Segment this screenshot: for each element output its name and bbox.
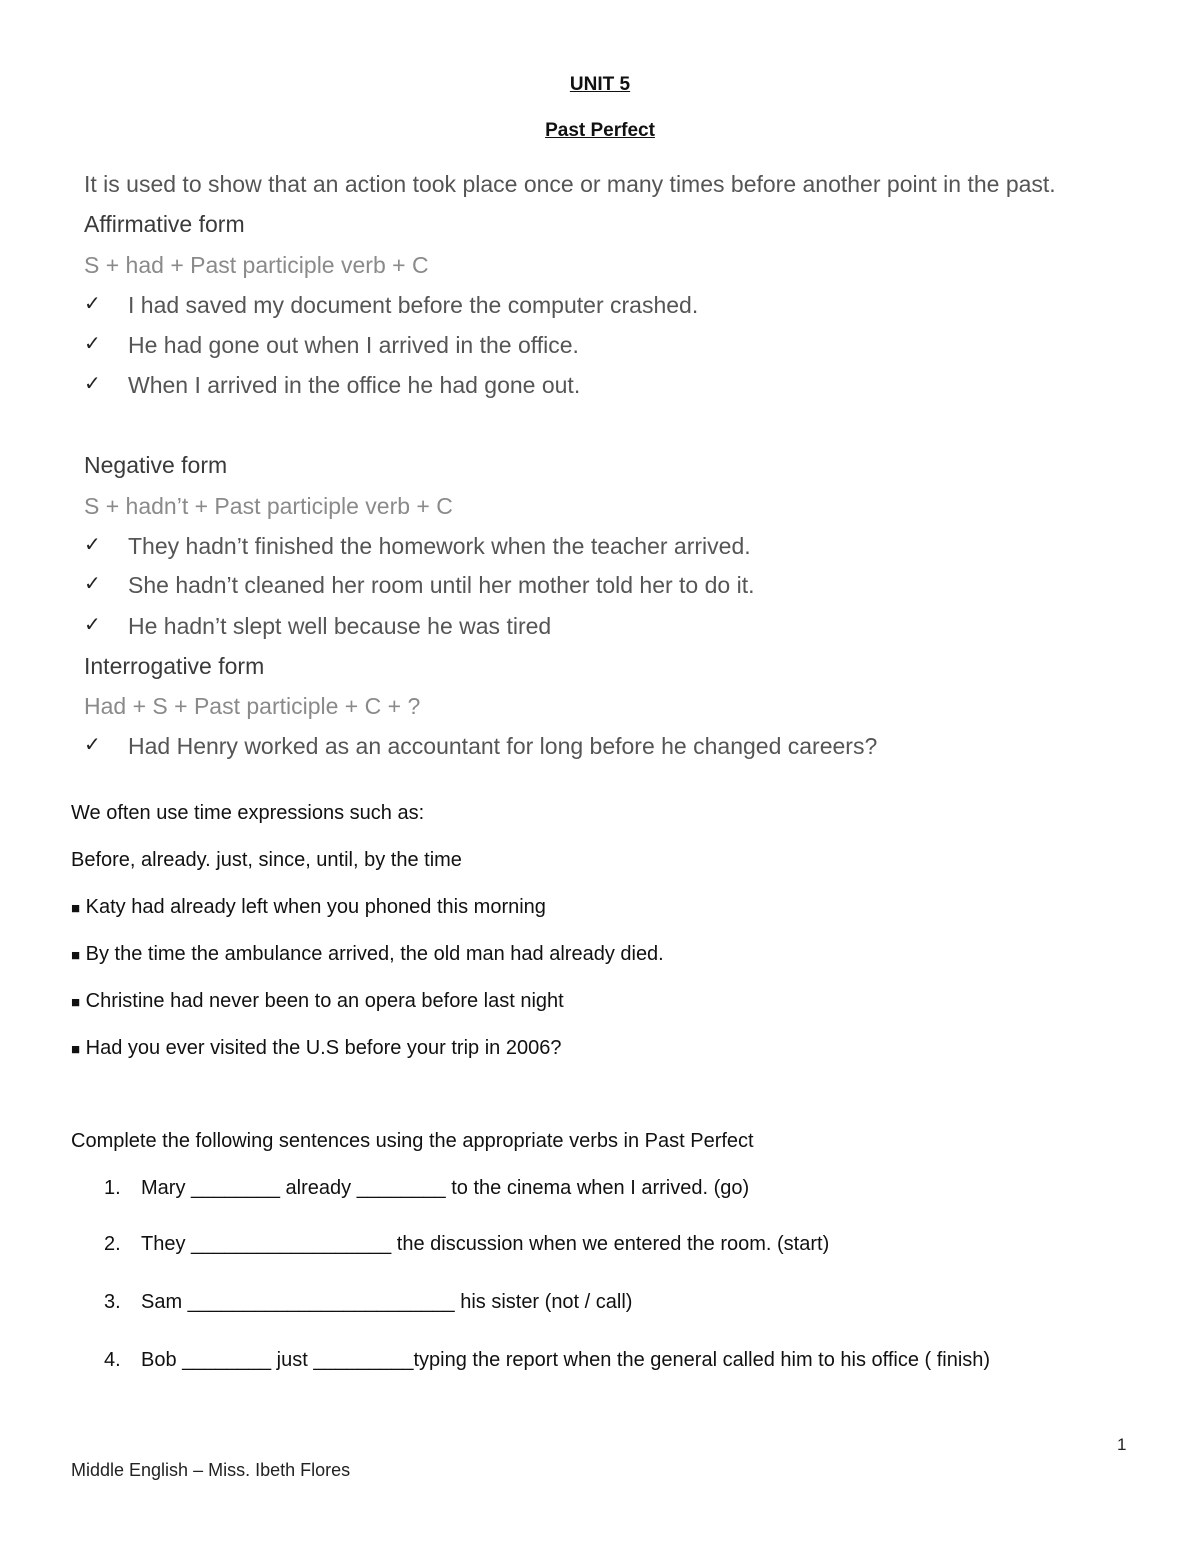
check-icon: ✓ [84,291,101,315]
negative-heading: Negative form [84,452,228,478]
exercise-item: Sam ________________________ his sister (not / call) [141,1291,633,1313]
definition-text: It is used to show that an action took place once or many times before another point in the past. [84,171,1056,197]
time-expressions-list: Before, already. just, since, until, by the time [71,849,462,871]
example-text: Had you ever visited the U.S before your trip in 2006? [85,1037,562,1059]
exercise-item: Bob ________ just _________typing the report when the general called him to his office ( finish) [141,1349,991,1371]
exercise-number: 2. [104,1233,121,1255]
check-icon: ✓ [84,612,101,636]
check-icon: ✓ [84,732,101,756]
exercise-number: 1. [104,1177,121,1199]
affirmative-example: He had gone out when I arrived in the office. [128,332,579,358]
unit-title: UNIT 5 [569,74,631,95]
bullet-icon: ■ [71,900,81,917]
exercise-number: 3. [104,1291,121,1313]
time-expression-example [71,896,546,919]
topic-title: Past Perfect [545,120,655,141]
negative-formula: S + hadn’t + Past participle verb + C [84,493,453,519]
time-expression-example [71,943,664,966]
example-text: Christine had never been to an opera before last night [85,990,564,1012]
bullet-icon: ■ [71,994,81,1011]
time-expression-example [71,1037,561,1060]
affirmative-example: When I arrived in the office he had gone out. [128,372,581,398]
negative-example: They hadn’t finished the homework when the teacher arrived. [128,533,751,559]
interrogative-formula: Had + S + Past participle + C + ? [84,693,421,719]
interrogative-heading: Interrogative form [84,653,265,679]
bullet-icon: ■ [71,1041,81,1058]
negative-example: She hadn’t cleaned her room until her mother told her to do it. [128,572,755,598]
time-expression-example [71,990,564,1013]
exercise-number: 4. [104,1349,121,1371]
check-icon: ✓ [84,532,101,556]
check-icon: ✓ [84,571,101,595]
negative-example: He hadn’t slept well because he was tired [128,613,552,639]
check-icon: ✓ [84,371,101,395]
interrogative-example: Had Henry worked as an accountant for long before he changed careers? [128,733,878,759]
time-expressions-intro: We often use time expressions such as: [71,802,425,824]
exercise-instruction: Complete the following sentences using the appropriate verbs in Past Perfect [71,1130,754,1152]
affirmative-formula: S + had + Past participle verb + C [84,252,429,278]
footer-text: Middle English – Miss. Ibeth Flores [71,1460,351,1480]
check-icon: ✓ [84,331,101,355]
exercise-item: Mary ________ already ________ to the cinema when I arrived. (go) [141,1177,750,1199]
page-number: 1 [1117,1435,1127,1454]
exercise-item: They __________________ the discussion when we entered the room. (start) [141,1233,830,1255]
affirmative-heading: Affirmative form [84,211,245,237]
example-text: Katy had already left when you phoned this morning [85,896,546,918]
bullet-icon: ■ [71,947,81,964]
affirmative-example: I had saved my document before the computer crashed. [128,292,699,318]
example-text: By the time the ambulance arrived, the old man had already died. [85,943,664,965]
